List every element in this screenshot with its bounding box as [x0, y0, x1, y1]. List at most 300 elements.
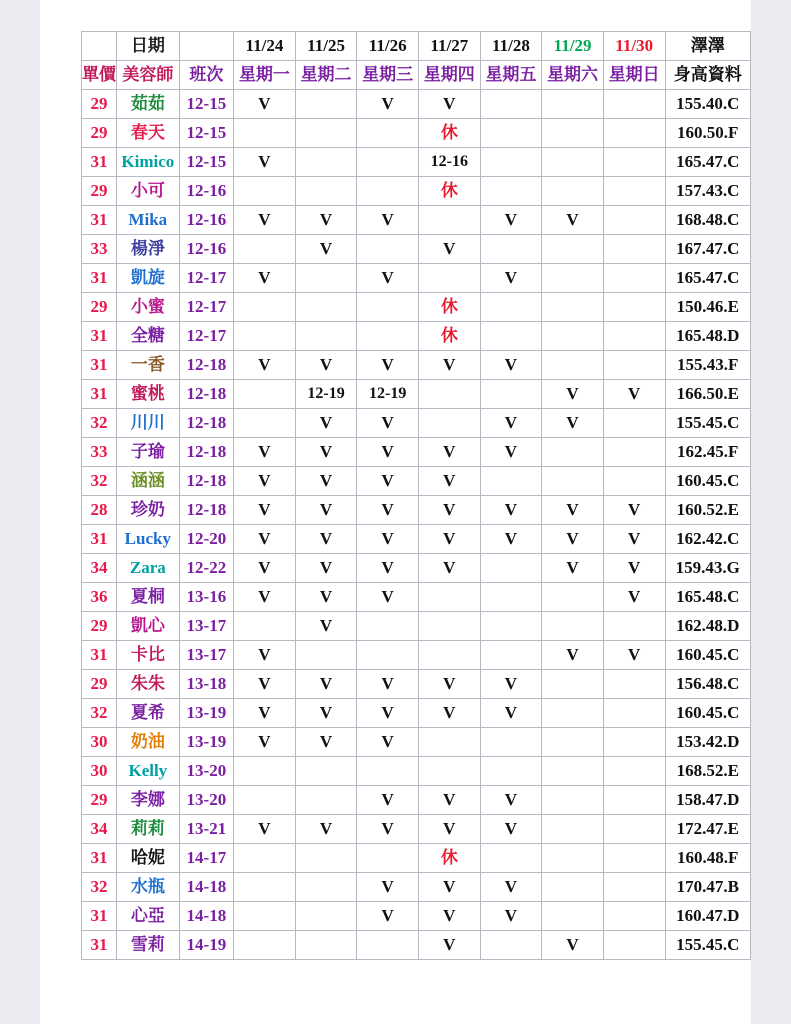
day-cell-1[interactable] — [295, 264, 357, 293]
day-cell-5[interactable] — [542, 264, 604, 293]
day-cell-1[interactable]: V — [295, 699, 357, 728]
day-cell-5[interactable] — [542, 902, 604, 931]
price-cell: 32 — [82, 699, 117, 728]
day-cell-6[interactable]: V — [603, 496, 665, 525]
day-cell-4[interactable] — [480, 119, 542, 148]
day-cell-5[interactable] — [542, 873, 604, 902]
day-cell-0[interactable]: V — [234, 670, 296, 699]
day-cell-2[interactable]: V — [357, 902, 419, 931]
day-cell-2[interactable]: V — [357, 351, 419, 380]
day-cell-4[interactable]: V — [480, 438, 542, 467]
day-cell-6[interactable] — [603, 699, 665, 728]
price-cell: 30 — [82, 728, 117, 757]
day-cell-2[interactable] — [357, 641, 419, 670]
height-info-cell: 155.45.C — [665, 409, 751, 438]
day-cell-2[interactable] — [357, 177, 419, 206]
day-cell-0[interactable]: V — [234, 699, 296, 728]
weekday-header-4: 星期五 — [480, 61, 542, 90]
day-cell-5[interactable] — [542, 583, 604, 612]
day-cell-4[interactable] — [480, 844, 542, 873]
stylist-name-cell: Mika — [117, 206, 180, 235]
day-cell-4[interactable] — [480, 612, 542, 641]
height-info-cell: 153.42.D — [665, 728, 751, 757]
table-row — [82, 583, 751, 612]
day-cell-1[interactable]: V — [295, 206, 357, 235]
stylist-name-cell: 蜜桃 — [117, 380, 180, 409]
day-cell-3[interactable]: 休 — [419, 322, 481, 351]
day-cell-6[interactable] — [603, 119, 665, 148]
day-cell-2[interactable]: V — [357, 699, 419, 728]
day-cell-4[interactable]: V — [480, 902, 542, 931]
day-cell-6[interactable]: V — [603, 554, 665, 583]
day-cell-4[interactable]: V — [480, 206, 542, 235]
day-cell-0[interactable] — [234, 322, 296, 351]
day-cell-5[interactable] — [542, 90, 604, 119]
day-cell-3[interactable]: V — [419, 554, 481, 583]
day-cell-4[interactable]: V — [480, 670, 542, 699]
day-cell-4[interactable] — [480, 235, 542, 264]
owner-label-cell: 澤澤 — [665, 32, 751, 61]
day-cell-6[interactable] — [603, 264, 665, 293]
day-cell-0[interactable]: V — [234, 554, 296, 583]
table-row — [82, 90, 751, 119]
height-info-cell: 158.47.D — [665, 786, 751, 815]
stylist-name-cell: 卡比 — [117, 641, 180, 670]
day-cell-4[interactable] — [480, 641, 542, 670]
day-cell-4[interactable] — [480, 467, 542, 496]
day-cell-6[interactable] — [603, 148, 665, 177]
stylist-name-cell: 哈妮 — [117, 844, 180, 873]
price-cell: 36 — [82, 583, 117, 612]
day-cell-2[interactable] — [357, 931, 419, 960]
height-info-cell: 150.46.E — [665, 293, 751, 322]
day-cell-5[interactable] — [542, 119, 604, 148]
day-cell-0[interactable] — [234, 177, 296, 206]
day-cell-2[interactable]: V — [357, 815, 419, 844]
date-header-3: 11/27 — [419, 32, 481, 61]
price-cell: 29 — [82, 670, 117, 699]
day-cell-1[interactable]: 12-19 — [295, 380, 357, 409]
day-cell-3[interactable] — [419, 728, 481, 757]
day-cell-3[interactable]: V — [419, 931, 481, 960]
shift-cell: 12-22 — [179, 554, 233, 583]
day-cell-0[interactable] — [234, 931, 296, 960]
day-cell-3[interactable] — [419, 641, 481, 670]
height-info-cell: 162.48.D — [665, 612, 751, 641]
day-cell-6[interactable] — [603, 177, 665, 206]
height-info-cell: 160.47.D — [665, 902, 751, 931]
day-cell-6[interactable] — [603, 815, 665, 844]
day-cell-2[interactable]: V — [357, 583, 419, 612]
day-cell-1[interactable]: V — [295, 612, 357, 641]
day-cell-2[interactable] — [357, 322, 419, 351]
day-cell-4[interactable]: V — [480, 525, 542, 554]
day-cell-6[interactable] — [603, 351, 665, 380]
day-cell-6[interactable]: V — [603, 641, 665, 670]
table-row — [82, 873, 751, 902]
day-cell-4[interactable]: V — [480, 873, 542, 902]
day-cell-1[interactable] — [295, 757, 357, 786]
day-cell-6[interactable] — [603, 467, 665, 496]
day-cell-0[interactable]: V — [234, 90, 296, 119]
day-cell-5[interactable] — [542, 786, 604, 815]
stylist-name-cell: 朱朱 — [117, 670, 180, 699]
day-cell-0[interactable]: V — [234, 583, 296, 612]
day-cell-1[interactable]: V — [295, 728, 357, 757]
day-cell-0[interactable] — [234, 757, 296, 786]
shift-cell: 12-16 — [179, 206, 233, 235]
day-cell-1[interactable]: V — [295, 525, 357, 554]
day-cell-1[interactable]: V — [295, 409, 357, 438]
shift-cell: 13-18 — [179, 670, 233, 699]
shift-cell: 13-16 — [179, 583, 233, 612]
day-cell-4[interactable]: V — [480, 815, 542, 844]
day-cell-3[interactable]: 休 — [419, 293, 481, 322]
stylist-name-cell: 奶油 — [117, 728, 180, 757]
day-cell-2[interactable] — [357, 235, 419, 264]
height-info-cell: 157.43.C — [665, 177, 751, 206]
table-row — [82, 235, 751, 264]
day-cell-3[interactable]: V — [419, 235, 481, 264]
day-cell-5[interactable] — [542, 467, 604, 496]
height-info-cell: 160.48.F — [665, 844, 751, 873]
day-cell-0[interactable] — [234, 235, 296, 264]
day-cell-5[interactable]: V — [542, 496, 604, 525]
day-cell-6[interactable] — [603, 931, 665, 960]
day-cell-6[interactable] — [603, 438, 665, 467]
date-header-5: 11/29 — [542, 32, 604, 61]
day-cell-2[interactable]: V — [357, 873, 419, 902]
day-cell-3[interactable]: V — [419, 90, 481, 119]
day-cell-1[interactable] — [295, 90, 357, 119]
day-cell-5[interactable] — [542, 844, 604, 873]
day-cell-2[interactable]: V — [357, 786, 419, 815]
day-cell-3[interactable]: V — [419, 873, 481, 902]
shift-cell: 12-18 — [179, 351, 233, 380]
stylist-name-cell: 子瑜 — [117, 438, 180, 467]
day-cell-1[interactable] — [295, 844, 357, 873]
day-cell-3[interactable]: 休 — [419, 844, 481, 873]
day-cell-5[interactable] — [542, 670, 604, 699]
day-cell-0[interactable]: V — [234, 496, 296, 525]
day-cell-1[interactable] — [295, 786, 357, 815]
day-cell-4[interactable] — [480, 293, 542, 322]
day-cell-3[interactable]: V — [419, 815, 481, 844]
day-cell-6[interactable] — [603, 409, 665, 438]
date-header-1: 11/25 — [295, 32, 357, 61]
day-cell-5[interactable] — [542, 815, 604, 844]
day-cell-5[interactable] — [542, 757, 604, 786]
day-cell-1[interactable]: V — [295, 235, 357, 264]
day-cell-2[interactable]: V — [357, 264, 419, 293]
stylist-name-cell: 莉莉 — [117, 815, 180, 844]
day-cell-3[interactable] — [419, 757, 481, 786]
day-cell-5[interactable] — [542, 322, 604, 351]
height-info-cell: 167.47.C — [665, 235, 751, 264]
day-cell-3[interactable]: V — [419, 670, 481, 699]
table-row — [82, 119, 751, 148]
stylist-name-cell: 凱心 — [117, 612, 180, 641]
price-cell: 29 — [82, 293, 117, 322]
day-cell-6[interactable] — [603, 235, 665, 264]
day-cell-2[interactable]: 12-19 — [357, 380, 419, 409]
day-cell-2[interactable] — [357, 293, 419, 322]
day-cell-0[interactable] — [234, 902, 296, 931]
day-cell-3[interactable]: V — [419, 438, 481, 467]
day-cell-5[interactable] — [542, 699, 604, 728]
day-cell-6[interactable] — [603, 757, 665, 786]
day-cell-5[interactable] — [542, 293, 604, 322]
day-cell-6[interactable]: V — [603, 525, 665, 554]
day-cell-5[interactable]: V — [542, 409, 604, 438]
height-info-cell: 155.40.C — [665, 90, 751, 119]
day-cell-4[interactable] — [480, 380, 542, 409]
schedule-body — [82, 32, 751, 960]
shift-cell: 12-17 — [179, 264, 233, 293]
day-cell-3[interactable]: V — [419, 525, 481, 554]
day-cell-5[interactable]: V — [542, 641, 604, 670]
day-cell-6[interactable] — [603, 844, 665, 873]
day-cell-3[interactable] — [419, 206, 481, 235]
day-cell-3[interactable]: V — [419, 786, 481, 815]
day-cell-4[interactable]: V — [480, 496, 542, 525]
day-cell-1[interactable] — [295, 902, 357, 931]
day-cell-2[interactable] — [357, 612, 419, 641]
table-row — [82, 148, 751, 177]
day-cell-1[interactable]: V — [295, 467, 357, 496]
day-cell-2[interactable] — [357, 148, 419, 177]
day-cell-0[interactable]: V — [234, 438, 296, 467]
day-cell-4[interactable] — [480, 177, 542, 206]
day-cell-3[interactable] — [419, 409, 481, 438]
day-cell-0[interactable]: V — [234, 467, 296, 496]
day-cell-0[interactable] — [234, 380, 296, 409]
shift-cell: 12-16 — [179, 177, 233, 206]
info-header: 身高資料 — [665, 61, 751, 90]
day-cell-3[interactable] — [419, 380, 481, 409]
height-info-cell: 172.47.E — [665, 815, 751, 844]
price-cell: 29 — [82, 90, 117, 119]
day-cell-2[interactable] — [357, 844, 419, 873]
shift-cell: 14-18 — [179, 873, 233, 902]
day-cell-4[interactable] — [480, 90, 542, 119]
day-cell-5[interactable] — [542, 612, 604, 641]
table-row — [82, 264, 751, 293]
table-row — [82, 322, 751, 351]
day-cell-5[interactable]: V — [542, 206, 604, 235]
height-info-cell: 160.45.C — [665, 641, 751, 670]
day-cell-4[interactable]: V — [480, 264, 542, 293]
day-cell-5[interactable] — [542, 148, 604, 177]
stylist-name-cell: 凱旋 — [117, 264, 180, 293]
table-row — [82, 496, 751, 525]
header-row-weekdays — [82, 61, 751, 90]
day-cell-1[interactable] — [295, 119, 357, 148]
day-cell-2[interactable]: V — [357, 728, 419, 757]
table-row — [82, 206, 751, 235]
weekday-header-1: 星期二 — [295, 61, 357, 90]
day-cell-5[interactable] — [542, 438, 604, 467]
day-cell-3[interactable]: V — [419, 496, 481, 525]
day-cell-0[interactable]: V — [234, 148, 296, 177]
day-cell-2[interactable]: V — [357, 409, 419, 438]
day-cell-2[interactable]: V — [357, 467, 419, 496]
stylist-name-cell: 茹茹 — [117, 90, 180, 119]
day-cell-1[interactable]: V — [295, 438, 357, 467]
day-cell-1[interactable] — [295, 641, 357, 670]
day-cell-3[interactable]: V — [419, 902, 481, 931]
day-cell-0[interactable]: V — [234, 351, 296, 380]
height-info-cell: 156.48.C — [665, 670, 751, 699]
day-cell-0[interactable] — [234, 119, 296, 148]
shift-cell: 12-18 — [179, 438, 233, 467]
day-cell-5[interactable]: V — [542, 931, 604, 960]
day-cell-1[interactable]: V — [295, 496, 357, 525]
stylist-name-cell: 夏希 — [117, 699, 180, 728]
day-cell-3[interactable] — [419, 583, 481, 612]
day-cell-6[interactable] — [603, 90, 665, 119]
day-cell-1[interactable]: V — [295, 670, 357, 699]
day-cell-1[interactable]: V — [295, 815, 357, 844]
day-cell-6[interactable] — [603, 902, 665, 931]
price-cell: 31 — [82, 844, 117, 873]
day-cell-4[interactable] — [480, 583, 542, 612]
day-cell-4[interactable] — [480, 757, 542, 786]
day-cell-4[interactable]: V — [480, 699, 542, 728]
schedule-table — [81, 31, 751, 960]
stylist-name-cell: 心亞 — [117, 902, 180, 931]
day-cell-6[interactable] — [603, 786, 665, 815]
table-row — [82, 177, 751, 206]
day-cell-0[interactable] — [234, 409, 296, 438]
day-cell-2[interactable]: V — [357, 206, 419, 235]
day-cell-6[interactable]: V — [603, 583, 665, 612]
day-cell-3[interactable]: V — [419, 699, 481, 728]
day-cell-2[interactable]: V — [357, 438, 419, 467]
price-cell: 31 — [82, 902, 117, 931]
price-cell: 29 — [82, 612, 117, 641]
day-cell-4[interactable] — [480, 728, 542, 757]
shift-cell: 12-15 — [179, 148, 233, 177]
stylist-name-cell: 珍奶 — [117, 496, 180, 525]
day-cell-5[interactable] — [542, 728, 604, 757]
table-row — [82, 438, 751, 467]
height-info-cell: 155.43.F — [665, 351, 751, 380]
day-cell-1[interactable] — [295, 148, 357, 177]
day-cell-1[interactable] — [295, 322, 357, 351]
day-cell-6[interactable] — [603, 728, 665, 757]
price-cell: 34 — [82, 554, 117, 583]
day-cell-6[interactable] — [603, 612, 665, 641]
stylist-name-cell: 一香 — [117, 351, 180, 380]
day-cell-3[interactable] — [419, 264, 481, 293]
day-cell-0[interactable] — [234, 612, 296, 641]
day-cell-3[interactable] — [419, 612, 481, 641]
day-cell-4[interactable] — [480, 554, 542, 583]
day-cell-0[interactable] — [234, 844, 296, 873]
table-row — [82, 931, 751, 960]
day-cell-0[interactable]: V — [234, 641, 296, 670]
shift-cell: 13-17 — [179, 641, 233, 670]
date-header-4: 11/28 — [480, 32, 542, 61]
day-cell-0[interactable] — [234, 293, 296, 322]
day-cell-1[interactable] — [295, 931, 357, 960]
day-cell-6[interactable]: V — [603, 380, 665, 409]
day-cell-3[interactable]: 休 — [419, 119, 481, 148]
day-cell-4[interactable] — [480, 148, 542, 177]
price-cell: 31 — [82, 148, 117, 177]
height-info-cell: 168.52.E — [665, 757, 751, 786]
day-cell-6[interactable] — [603, 322, 665, 351]
table-row — [82, 757, 751, 786]
day-cell-6[interactable] — [603, 873, 665, 902]
day-cell-5[interactable]: V — [542, 554, 604, 583]
day-cell-6[interactable] — [603, 293, 665, 322]
height-info-cell: 160.45.C — [665, 467, 751, 496]
table-row — [82, 525, 751, 554]
day-cell-5[interactable] — [542, 235, 604, 264]
day-cell-5[interactable] — [542, 351, 604, 380]
day-cell-5[interactable]: V — [542, 380, 604, 409]
shift-cell: 12-18 — [179, 496, 233, 525]
day-cell-1[interactable] — [295, 293, 357, 322]
shift-cell: 12-18 — [179, 380, 233, 409]
day-cell-1[interactable] — [295, 873, 357, 902]
weekday-header-6: 星期日 — [603, 61, 665, 90]
table-row — [82, 409, 751, 438]
day-cell-4[interactable] — [480, 322, 542, 351]
day-cell-3[interactable]: 12-16 — [419, 148, 481, 177]
day-cell-0[interactable] — [234, 873, 296, 902]
height-info-cell: 160.45.C — [665, 699, 751, 728]
day-cell-0[interactable]: V — [234, 728, 296, 757]
day-cell-1[interactable]: V — [295, 583, 357, 612]
day-cell-1[interactable]: V — [295, 351, 357, 380]
day-cell-2[interactable]: V — [357, 496, 419, 525]
stylist-name-cell: 川川 — [117, 409, 180, 438]
day-cell-2[interactable]: V — [357, 554, 419, 583]
day-cell-0[interactable]: V — [234, 264, 296, 293]
day-cell-0[interactable] — [234, 786, 296, 815]
shift-cell: 14-18 — [179, 902, 233, 931]
day-cell-5[interactable] — [542, 177, 604, 206]
weekday-header-3: 星期四 — [419, 61, 481, 90]
day-cell-4[interactable] — [480, 931, 542, 960]
day-cell-6[interactable] — [603, 206, 665, 235]
day-cell-3[interactable]: V — [419, 351, 481, 380]
day-cell-3[interactable]: V — [419, 467, 481, 496]
stylist-header: 美容師 — [117, 61, 180, 90]
day-cell-4[interactable]: V — [480, 786, 542, 815]
day-cell-4[interactable]: V — [480, 409, 542, 438]
height-info-cell: 165.48.C — [665, 583, 751, 612]
day-cell-2[interactable] — [357, 119, 419, 148]
day-cell-1[interactable]: V — [295, 554, 357, 583]
day-cell-2[interactable]: V — [357, 670, 419, 699]
day-cell-0[interactable]: V — [234, 206, 296, 235]
day-cell-6[interactable] — [603, 670, 665, 699]
day-cell-3[interactable]: 休 — [419, 177, 481, 206]
day-cell-1[interactable] — [295, 177, 357, 206]
day-cell-0[interactable]: V — [234, 815, 296, 844]
day-cell-2[interactable] — [357, 757, 419, 786]
day-cell-5[interactable]: V — [542, 525, 604, 554]
day-cell-0[interactable]: V — [234, 525, 296, 554]
day-cell-4[interactable]: V — [480, 351, 542, 380]
price-cell: 31 — [82, 264, 117, 293]
day-cell-2[interactable]: V — [357, 525, 419, 554]
day-cell-2[interactable]: V — [357, 90, 419, 119]
